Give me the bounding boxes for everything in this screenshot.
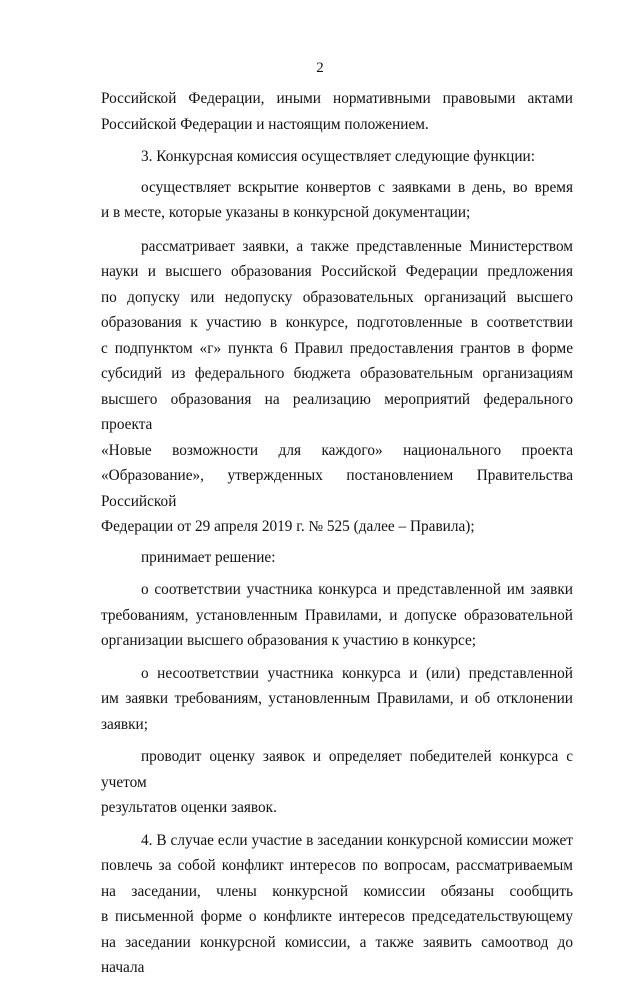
paragraph-reviews-applications [101,234,573,540]
text-line: субсидий из федерального бюджета образовательным организациям [101,365,573,382]
text-line: организации высшего образования к участию в конкурсе; [101,632,477,649]
text-line: проводит оценку заявок и определяет победителей конкурса с учетом [101,748,573,791]
text-line: науки и высшего образования Российской Федерации предложения [101,263,573,280]
text-line: повлечь за собой конфликт интересов по вопросам, рассматриваемым [101,857,573,874]
text-line: Российской Федерации, иными нормативными правовыми актами [101,90,573,107]
paragraph-makes-decision [101,545,573,571]
document-body [101,86,573,981]
paragraph-non-compliance [101,661,573,738]
text-line: «Образование», утвержденных постановлением Правительства Российской [101,467,573,510]
paragraph-opening-envelopes [101,175,573,226]
paragraph-item-4 [101,828,573,981]
text-line: Российской Федерации и настоящим положением. [101,115,429,133]
text-line: принимает решение: [141,548,276,566]
paragraph-item-3 [101,144,573,170]
text-line: заявки; [101,715,148,733]
text-line: на заседании конкурсной комиссии, а также заявить самоотвод до начала [101,933,573,976]
text-line: Федерации от 29 апреля 2019 г. № 525 (далее – Правила); [101,518,475,535]
paragraph-continuation [101,86,573,137]
text-line: высшего образования на реализацию мероприятий федерального проекта [101,390,573,433]
text-line: образования к участию в конкурсе, подготовленные в соответствии [101,314,573,331]
text-line: на заседании, члены конкурсной комиссии обязаны сообщить [101,882,573,900]
text-line: рассматривает заявки, а также представленные Министерством [141,237,573,255]
text-line: о несоответствии участника конкурса и (или) представленной [141,664,573,682]
paragraph-compliance [101,577,573,654]
text-line: по допуску или недопуску образовательных организаций высшего [101,288,573,306]
text-line: «Новые возможности для каждого» национального проекта [101,441,573,459]
text-line: им заявки требованиям, установленным Правилами, и об отклонении [101,690,573,707]
text-line: в письменной форме о конфликте интересов председательствующему [101,908,573,925]
text-line: требованиям, установленным Правилами, и допуске образовательной [101,606,573,624]
text-line: 4. В случае если участие в заседании конкурсной комиссии может [141,831,573,849]
text-line: с подпунктом «г» пункта 6 Правил предоставления грантов в форме [101,339,573,357]
text-line: результатов оценки заявок. [101,799,277,816]
text-line: и в месте, которые указаны в конкурсной документации; [101,204,471,221]
text-line: 3. Конкурсная комиссия осуществляет следующие функции: [141,148,535,165]
text-line: осуществляет вскрытие конвертов с заявками в день, во время [141,178,573,196]
text-line: о соответствии участника конкурса и представленной им заявки [141,581,573,598]
paragraph-evaluates-applications [101,744,573,821]
page-number: 2 [316,60,324,76]
